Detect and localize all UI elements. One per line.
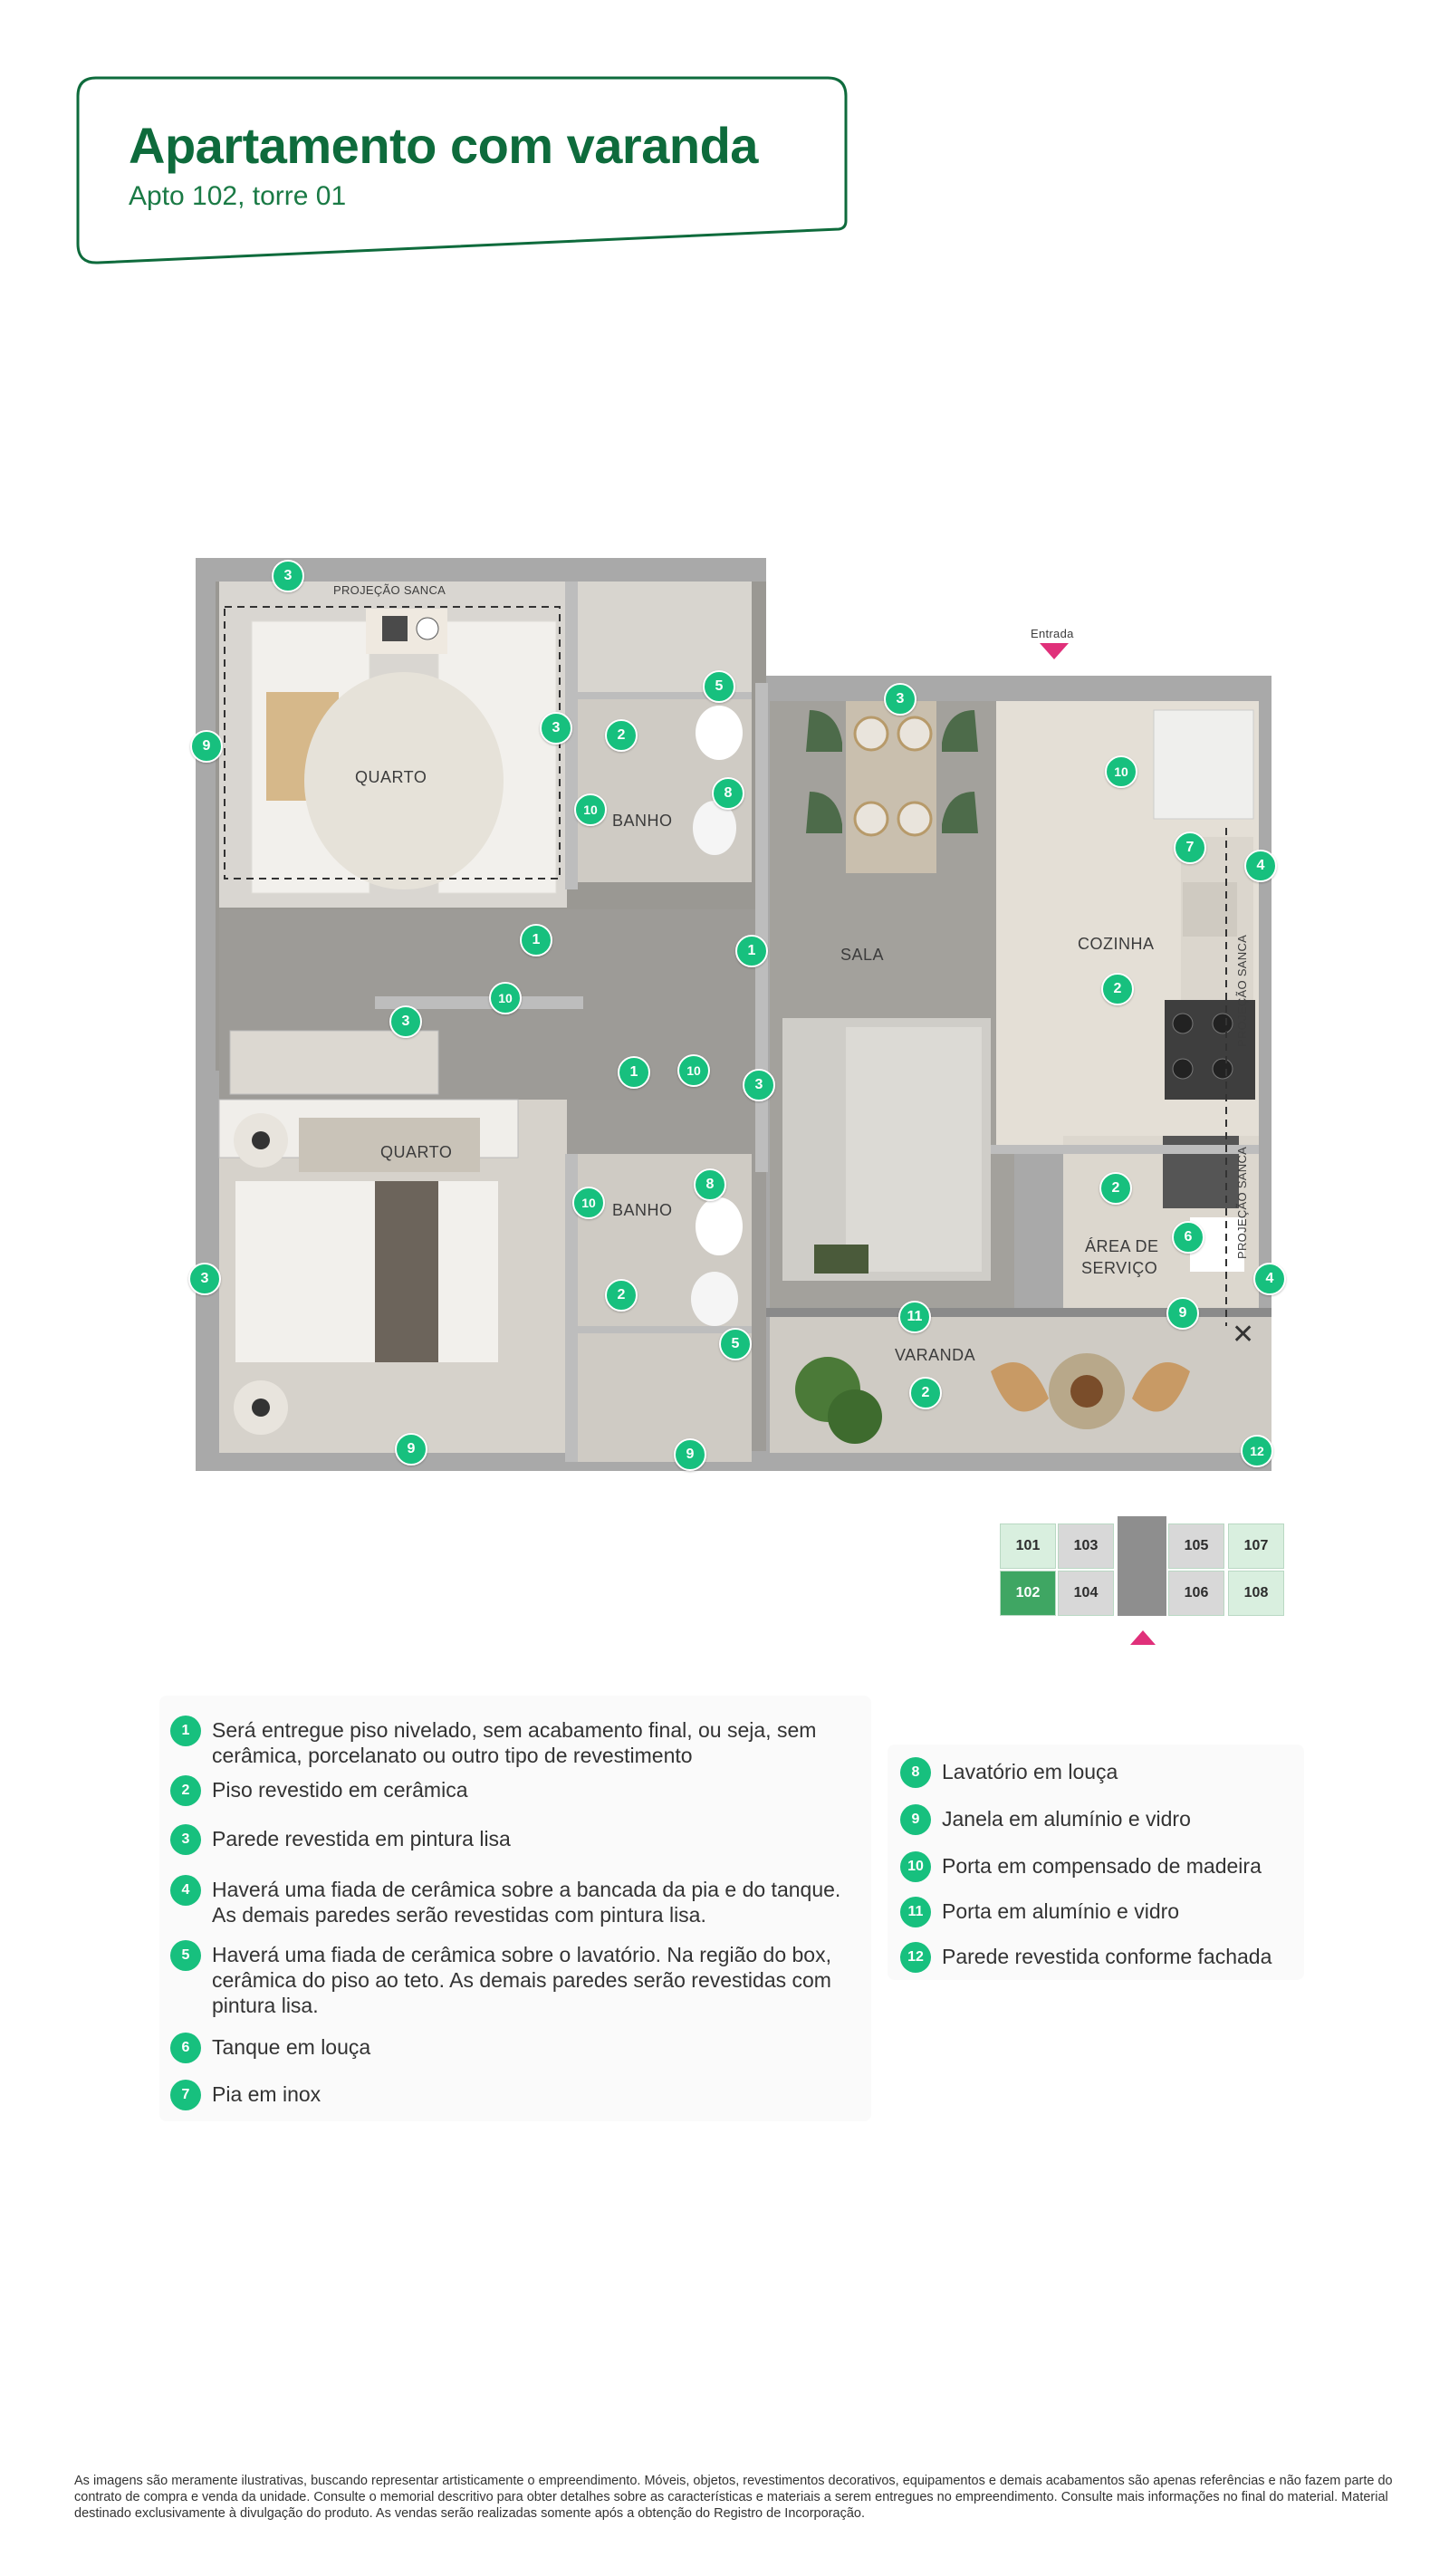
legend-item-6	[170, 2034, 859, 2063]
pin-2: 2	[605, 719, 638, 752]
pin-1: 1	[520, 924, 552, 956]
legend-text: Haverá uma fiada de cerâmica sobre a bancada da pia e do tanque. As demais paredes serão revestidas com pintura lisa.	[212, 1878, 841, 1927]
legend-number: 5	[170, 1940, 201, 1971]
unit-101: 101	[1000, 1523, 1056, 1569]
room-label-banho-top: BANHO	[612, 812, 673, 830]
building-core	[1118, 1516, 1166, 1616]
pin-2: 2	[909, 1377, 942, 1409]
legend-item-9	[900, 1806, 1299, 1835]
projecao-sanca-label-servico: PROJEÇÃO SANCA	[1235, 1146, 1249, 1259]
pin-1: 1	[618, 1056, 650, 1089]
legend-number: 11	[900, 1897, 931, 1927]
room-label-area-servico-line1: ÁREA DE	[1085, 1237, 1159, 1255]
floor-plan	[194, 556, 1274, 1473]
building-keymap	[1000, 1516, 1290, 1652]
room-label-quarto-bottom: QUARTO	[380, 1143, 453, 1161]
legend-text: Porta em compensado de madeira	[942, 1854, 1262, 1878]
pin-8: 8	[694, 1168, 726, 1201]
projecao-sanca-label-cozinha: PROJEÇÃO SANCA	[1235, 934, 1249, 1047]
legend-text: Pia em inox	[212, 2082, 321, 2106]
pin-10: 10	[489, 982, 522, 1014]
pin-3: 3	[743, 1069, 775, 1101]
pin-7: 7	[1174, 831, 1206, 864]
pin-10: 10	[677, 1054, 710, 1087]
legend-number: 7	[170, 2080, 201, 2110]
unit-107: 107	[1228, 1523, 1284, 1569]
entrada-label: Entrada	[1031, 627, 1074, 640]
pin-3: 3	[272, 560, 304, 592]
entrance-arrow-icon	[1128, 1629, 1157, 1647]
legend-text: Piso revestido em cerâmica	[212, 1778, 468, 1802]
page-title: Apartamento com varanda	[129, 117, 758, 174]
legend-number: 12	[900, 1942, 931, 1973]
close-icon: ✕	[1232, 1320, 1255, 1350]
legend-text: Será entregue piso nivelado, sem acabamento final, ou seja, sem cerâmica, porcelanato ou outro tipo de revestimento	[212, 1718, 817, 1767]
unit-106: 106	[1168, 1571, 1224, 1616]
pin-9: 9	[190, 730, 223, 763]
legend-text: Parede revestida conforme fachada	[942, 1945, 1272, 1968]
room-label-area-servico-line2: SERVIÇO	[1081, 1259, 1158, 1277]
unit-105: 105	[1168, 1523, 1224, 1569]
legend-item-10	[900, 1853, 1299, 1882]
header-card	[76, 76, 848, 266]
legend-item-5	[170, 1942, 869, 2018]
legend-item-11	[900, 1898, 1299, 1927]
legend-item-4	[170, 1877, 869, 1927]
unit-102: 102	[1000, 1571, 1056, 1616]
pin-2: 2	[1101, 973, 1134, 1005]
legend-number: 1	[170, 1716, 201, 1746]
room-label-sala: SALA	[840, 946, 885, 964]
room-label-varanda: VARANDA	[895, 1346, 976, 1364]
pin-3: 3	[884, 683, 916, 716]
pin-2: 2	[605, 1279, 638, 1312]
legend-item-7	[170, 2081, 859, 2110]
legend-item-3	[170, 1826, 859, 1855]
room-label-banho-bottom: BANHO	[612, 1201, 673, 1219]
pin-4: 4	[1253, 1263, 1286, 1295]
legend-number: 8	[900, 1757, 931, 1788]
pin-2: 2	[1099, 1172, 1132, 1205]
legend-text: Porta em alumínio e vidro	[942, 1899, 1180, 1923]
pin-10: 10	[572, 1187, 605, 1219]
legend-number: 9	[900, 1804, 931, 1835]
pin-10: 10	[574, 793, 607, 826]
pin-3: 3	[389, 1005, 422, 1038]
room-label-cozinha: COZINHA	[1078, 935, 1155, 953]
unit-103: 103	[1058, 1523, 1114, 1569]
page-subtitle: Apto 102, torre 01	[129, 181, 347, 211]
pin-11: 11	[898, 1301, 931, 1333]
legend-number: 10	[900, 1851, 931, 1882]
legend-text: Haverá uma fiada de cerâmica sobre o lavatório. Na região do box, cerâmica do piso ao teto. As demais paredes serão revestidas com pintura lisa.	[212, 1943, 831, 2017]
pin-5: 5	[703, 670, 735, 703]
pin-3: 3	[188, 1263, 221, 1295]
legend-item-12	[900, 1944, 1299, 1973]
pin-6: 6	[1172, 1221, 1204, 1254]
legend-item-8	[900, 1759, 1299, 1788]
pin-9: 9	[674, 1438, 706, 1471]
legend-number: 6	[170, 2033, 201, 2063]
pin-4: 4	[1244, 850, 1277, 882]
legend-text: Janela em alumínio e vidro	[942, 1807, 1191, 1831]
legend-number: 4	[170, 1875, 201, 1906]
pin-12: 12	[1241, 1435, 1273, 1467]
legend-text: Lavatório em louça	[942, 1760, 1118, 1783]
legend-item-1	[170, 1717, 859, 1768]
unit-104: 104	[1058, 1571, 1114, 1616]
pin-5: 5	[719, 1328, 752, 1360]
pin-10: 10	[1105, 755, 1137, 788]
pin-9: 9	[1166, 1297, 1199, 1330]
legend-number: 2	[170, 1775, 201, 1806]
pin-8: 8	[712, 777, 744, 810]
legend-text: Parede revestida em pintura lisa	[212, 1827, 511, 1850]
pin-3: 3	[540, 712, 572, 745]
unit-108: 108	[1228, 1571, 1284, 1616]
pin-1: 1	[735, 935, 768, 967]
legend-item-2	[170, 1777, 859, 1806]
projecao-sanca-label-top: PROJEÇÃO SANCA	[333, 583, 446, 597]
legend-number: 3	[170, 1824, 201, 1855]
room-label-quarto-top: QUARTO	[355, 768, 427, 786]
disclaimer-text: As imagens são meramente ilustrativas, buscando representar artisticamente o empreendimento. Móveis, objetos, revestimentos decorativos, equipamentos e demais acabamentos são apenas referências e não fazem parte do contrato de compra e venda da unidade. Consulte o memorial descritivo para obter detalhes sobre as características e materiais a serem entregues no empreendimento. Consulte mais informações no final do material. Material destinado exclusivamente à divulgação do produto. As vendas serão realizadas somente após a obtenção do Registro de Incorporação.	[74, 2474, 1393, 2521]
pin-9: 9	[395, 1433, 427, 1466]
legend-text: Tanque em louça	[212, 2035, 371, 2059]
